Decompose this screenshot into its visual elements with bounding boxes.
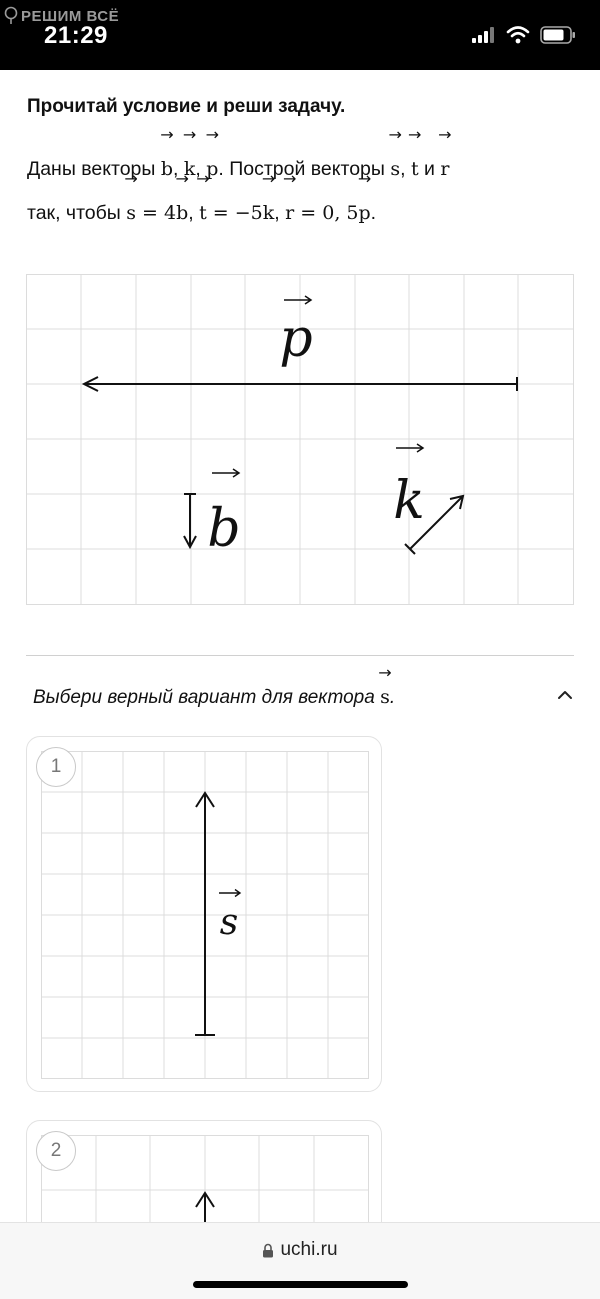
watermark-text: РЕШИМ ВСЁ — [21, 7, 120, 25]
vector-p: → p — [206, 146, 218, 190]
question-header[interactable] — [33, 684, 395, 709]
period: . — [389, 687, 396, 708]
address-bar[interactable] — [0, 1239, 600, 1261]
vector-k: → k — [184, 146, 196, 190]
equation-r: = 0, 5 — [294, 202, 359, 224]
vector-r: → r — [285, 190, 294, 234]
label-b: b — [207, 499, 241, 559]
home-indicator[interactable] — [193, 1281, 408, 1288]
comma: , — [274, 202, 286, 224]
vector-t: → t — [411, 146, 419, 190]
vector-s: → s — [390, 146, 400, 190]
status-icons — [472, 26, 576, 44]
equation-t: = −5 — [206, 202, 263, 224]
vector-b: → b — [176, 190, 188, 234]
question-text: Выбери верный вариант для вектора — [33, 687, 381, 708]
vector-s-arrow — [195, 793, 215, 1035]
vector-s: → s — [126, 190, 136, 234]
vector-p: → p — [359, 190, 371, 234]
equation-s: = 4 — [136, 202, 177, 224]
comma: , — [173, 158, 184, 180]
period: . — [370, 202, 377, 224]
signal-icon — [472, 27, 496, 43]
vector-p-label — [279, 296, 312, 369]
task-condition — [27, 146, 577, 234]
vector-t: → t — [199, 190, 207, 234]
vector-b-label — [207, 469, 240, 559]
lock-icon — [262, 1243, 274, 1258]
option-1-figure — [41, 751, 369, 1079]
vector-r: → r — [440, 146, 449, 190]
chevron-up-icon[interactable] — [557, 688, 573, 700]
wifi-icon — [506, 26, 530, 44]
vector-b: → b — [161, 146, 173, 190]
status-bar — [0, 0, 600, 70]
answer-option-1[interactable] — [26, 736, 382, 1092]
browser-bottom-bar — [0, 1222, 600, 1299]
task-title: Прочитай условие и реши задачу. — [27, 96, 346, 117]
task-line-1 — [27, 146, 577, 190]
url-text: uchi.ru — [280, 1239, 338, 1260]
vector-s: → s — [380, 684, 390, 708]
task-line-2 — [27, 190, 577, 234]
vector-b-arrow — [184, 494, 196, 547]
comma: , — [400, 158, 411, 180]
task-text-fragment: . Построй векторы — [218, 158, 391, 180]
battery-icon — [540, 26, 576, 44]
label-p: p — [279, 309, 313, 369]
option-number-2: 2 — [36, 1131, 76, 1171]
vector-k: → k — [263, 190, 275, 234]
option-number-1: 1 — [36, 747, 76, 787]
label-s: s — [219, 902, 239, 943]
clock: 21:29 — [44, 22, 108, 49]
comma: , — [188, 202, 200, 224]
vectors-figure — [26, 274, 574, 605]
task-text-fragment: и — [418, 158, 441, 180]
comma: , — [195, 158, 207, 180]
section-divider — [26, 655, 574, 656]
task-text-fragment: так, чтобы — [27, 202, 127, 224]
task-text-fragment: Даны векторы — [27, 158, 161, 180]
lightbulb-icon — [4, 6, 18, 26]
label-k: k — [393, 471, 425, 531]
